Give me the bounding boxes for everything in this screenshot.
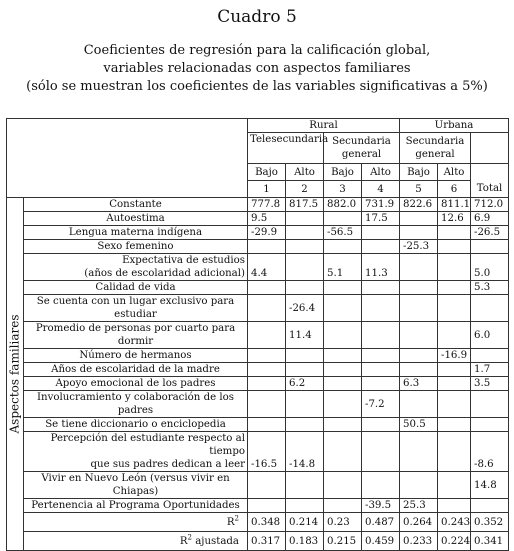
value-cell: -25.3 xyxy=(400,240,438,254)
value-cell xyxy=(438,499,471,513)
row-label: Lengua materna indígena xyxy=(24,226,248,240)
table-row xyxy=(7,240,509,254)
value-cell: 1.7 xyxy=(471,363,509,377)
stat-value-cell: 0.352 xyxy=(471,513,509,532)
stat-label-suffix: ajustada xyxy=(191,535,239,547)
value-cell: 14.8 xyxy=(471,472,509,499)
value-cell xyxy=(286,226,324,240)
row-label: Constante xyxy=(24,198,248,212)
value-cell xyxy=(471,499,509,513)
value-cell xyxy=(438,240,471,254)
stat-label-text: R xyxy=(226,516,235,528)
stat-value-cell: 0.215 xyxy=(324,532,362,551)
row-label: Años de escolaridad de la madre xyxy=(24,363,248,377)
value-cell xyxy=(286,212,324,226)
table-row xyxy=(7,295,509,322)
table-row xyxy=(7,226,509,240)
value-cell xyxy=(438,322,471,349)
header-corner xyxy=(7,119,248,198)
value-cell: 882.0 xyxy=(324,198,362,212)
table-row xyxy=(7,418,509,432)
value-cell xyxy=(400,391,438,418)
value-cell xyxy=(438,377,471,391)
value-cell xyxy=(286,363,324,377)
value-cell: 811.1 xyxy=(438,198,471,212)
value-cell: -56.5 xyxy=(324,226,362,240)
value-cell xyxy=(248,363,286,377)
value-cell xyxy=(324,295,362,322)
stat-value-cell: 0.214 xyxy=(286,513,324,532)
stat-value-cell: 0.264 xyxy=(400,513,438,532)
header-total: Total xyxy=(471,181,509,198)
value-cell xyxy=(324,212,362,226)
table-row xyxy=(7,377,509,391)
value-cell xyxy=(362,432,400,472)
value-cell: 9.5 xyxy=(248,212,286,226)
stat-label-sup: 2 xyxy=(187,533,192,542)
stat-label-text: R xyxy=(179,535,188,547)
value-cell: 5.0 xyxy=(471,254,509,281)
value-cell: 25.3 xyxy=(400,499,438,513)
column-number: 1 xyxy=(248,181,286,198)
value-cell xyxy=(248,391,286,418)
value-cell xyxy=(362,295,400,322)
page xyxy=(0,6,514,547)
value-cell: 6.9 xyxy=(471,212,509,226)
value-cell: -14.8 xyxy=(286,432,324,472)
value-cell: -16.9 xyxy=(438,349,471,363)
table-row xyxy=(7,212,509,226)
stat-label-sup: 2 xyxy=(234,514,239,523)
row-label: Número de hermanos xyxy=(24,349,248,363)
value-cell xyxy=(324,349,362,363)
stat-value-cell: 0.183 xyxy=(286,532,324,551)
row-label: Vivir en Nuevo León (versus vivir en Chiapas) xyxy=(24,472,248,499)
row-label: Involucramiento y colaboración de los padres xyxy=(24,391,248,418)
value-cell xyxy=(438,281,471,295)
value-cell: -39.5 xyxy=(362,499,400,513)
value-cell xyxy=(324,322,362,349)
row-label: Se tiene diccionario o enciclopedia xyxy=(24,418,248,432)
row-label: Sexo femenino xyxy=(24,240,248,254)
value-cell xyxy=(362,363,400,377)
value-cell: 6.3 xyxy=(400,377,438,391)
header-alto: Alto xyxy=(362,164,400,181)
stat-value-cell: 0.459 xyxy=(362,532,400,551)
value-cell xyxy=(286,391,324,418)
value-cell: 5.1 xyxy=(324,254,362,281)
header-bajo: Bajo xyxy=(248,164,286,181)
value-cell xyxy=(438,226,471,240)
value-cell: -26.4 xyxy=(286,295,324,322)
value-cell xyxy=(286,499,324,513)
value-cell xyxy=(248,349,286,363)
value-cell xyxy=(324,418,362,432)
column-number: 3 xyxy=(324,181,362,198)
header-alto: Alto xyxy=(438,164,471,181)
value-cell xyxy=(400,472,438,499)
value-cell: 11.3 xyxy=(362,254,400,281)
header-total-blank xyxy=(471,133,509,164)
row-label xyxy=(24,254,248,281)
value-cell xyxy=(438,254,471,281)
row-label-line: Percepción del estudiante respecto al tiempo xyxy=(50,433,245,457)
stat-value-cell: 0.341 xyxy=(471,532,509,551)
stat-value-cell: 0.243 xyxy=(438,513,471,532)
value-cell: 4.4 xyxy=(248,254,286,281)
value-cell xyxy=(324,363,362,377)
table-number: Cuadro 5 xyxy=(217,7,297,27)
table-row xyxy=(7,432,509,472)
value-cell xyxy=(471,349,509,363)
stat-value-cell: 0.317 xyxy=(248,532,286,551)
value-cell xyxy=(362,377,400,391)
value-cell xyxy=(400,322,438,349)
stat-label xyxy=(24,513,248,532)
header-bajo: Bajo xyxy=(400,164,438,181)
value-cell: 712.0 xyxy=(471,198,509,212)
stat-value-cell: 0.23 xyxy=(324,513,362,532)
row-label: Pertenencia al Programa Oportunidades xyxy=(24,499,248,513)
value-cell xyxy=(400,281,438,295)
value-cell xyxy=(286,254,324,281)
row-label: Calidad de vida xyxy=(24,281,248,295)
value-cell: 17.5 xyxy=(362,212,400,226)
value-cell xyxy=(362,418,400,432)
table-caption xyxy=(0,42,514,96)
row-label-line: Expectativa de estudios xyxy=(122,255,245,266)
value-cell xyxy=(400,254,438,281)
value-cell xyxy=(438,295,471,322)
row-label-line: (años de escolaridad adicional) xyxy=(84,268,245,279)
value-cell xyxy=(324,472,362,499)
value-cell xyxy=(286,349,324,363)
value-cell: 12.6 xyxy=(438,212,471,226)
value-cell xyxy=(438,418,471,432)
value-cell xyxy=(248,499,286,513)
table-row xyxy=(7,363,509,377)
value-cell xyxy=(400,432,438,472)
value-cell xyxy=(362,322,400,349)
header-urbana: Urbana xyxy=(400,119,509,133)
value-cell xyxy=(248,295,286,322)
value-cell: 817.5 xyxy=(286,198,324,212)
caption-line: variables relacionadas con aspectos familiares xyxy=(103,61,411,76)
value-cell xyxy=(324,281,362,295)
value-cell xyxy=(362,472,400,499)
table-row xyxy=(7,254,509,281)
table-row xyxy=(7,281,509,295)
side-label-cell xyxy=(7,198,24,551)
header-bajo: Bajo xyxy=(324,164,362,181)
value-cell xyxy=(286,472,324,499)
row-label: Se cuenta con un lugar exclusivo para estudiar xyxy=(24,295,248,322)
value-cell xyxy=(438,363,471,377)
value-cell xyxy=(362,240,400,254)
value-cell xyxy=(362,349,400,363)
row-label xyxy=(24,432,248,472)
value-cell xyxy=(362,281,400,295)
value-cell xyxy=(471,391,509,418)
header-total-blank xyxy=(471,164,509,181)
value-cell: 731.9 xyxy=(362,198,400,212)
header-secundaria-general-urbana: Secundaria general xyxy=(400,133,471,164)
value-cell xyxy=(248,281,286,295)
column-number: 5 xyxy=(400,181,438,198)
value-cell xyxy=(400,212,438,226)
stat-value-cell: 0.224 xyxy=(438,532,471,551)
value-cell xyxy=(324,499,362,513)
value-cell: 777.8 xyxy=(248,198,286,212)
row-label-line: que sus padres dedican a leer xyxy=(90,459,245,470)
header-alto: Alto xyxy=(286,164,324,181)
value-cell xyxy=(471,418,509,432)
value-cell xyxy=(400,349,438,363)
value-cell: 50.5 xyxy=(400,418,438,432)
value-cell xyxy=(248,377,286,391)
value-cell xyxy=(400,295,438,322)
value-cell xyxy=(324,432,362,472)
row-label: Autoestima xyxy=(24,212,248,226)
value-cell: -26.5 xyxy=(471,226,509,240)
header-rural: Rural xyxy=(248,119,400,133)
stat-row xyxy=(7,513,509,532)
stat-label xyxy=(24,532,248,551)
column-number: 4 xyxy=(362,181,400,198)
value-cell xyxy=(324,377,362,391)
value-cell xyxy=(286,418,324,432)
value-cell: 3.5 xyxy=(471,377,509,391)
value-cell xyxy=(324,391,362,418)
column-number: 2 xyxy=(286,181,324,198)
value-cell xyxy=(248,418,286,432)
value-cell xyxy=(248,240,286,254)
value-cell xyxy=(362,226,400,240)
value-cell xyxy=(286,240,324,254)
table-row xyxy=(7,472,509,499)
value-cell xyxy=(286,281,324,295)
row-label: Apoyo emocional de los padres xyxy=(24,377,248,391)
column-number: 6 xyxy=(438,181,471,198)
value-cell: 11.4 xyxy=(286,322,324,349)
value-cell xyxy=(438,472,471,499)
value-cell: 6.0 xyxy=(471,322,509,349)
value-cell xyxy=(400,226,438,240)
caption-line: Coeficientes de regresión para la calificación global, xyxy=(83,43,431,58)
table-row xyxy=(7,198,509,212)
value-cell xyxy=(471,240,509,254)
value-cell: -7.2 xyxy=(362,391,400,418)
regression-table xyxy=(6,118,509,551)
value-cell xyxy=(438,391,471,418)
header-secundaria-general-rural: Secundaria general xyxy=(324,133,400,164)
value-cell: 5.3 xyxy=(471,281,509,295)
stat-row xyxy=(7,532,509,551)
row-label: Promedio de personas por cuarto para dormir xyxy=(24,322,248,349)
value-cell xyxy=(248,322,286,349)
value-cell: -29.9 xyxy=(248,226,286,240)
value-cell xyxy=(324,240,362,254)
table-row xyxy=(7,499,509,513)
value-cell: -16.5 xyxy=(248,432,286,472)
stat-value-cell: 0.348 xyxy=(248,513,286,532)
stat-value-cell: 0.233 xyxy=(400,532,438,551)
table-row xyxy=(7,349,509,363)
value-cell xyxy=(248,472,286,499)
stat-value-cell: 0.487 xyxy=(362,513,400,532)
table-row xyxy=(7,322,509,349)
side-label: Aspectos familiares xyxy=(7,314,22,434)
table-row xyxy=(7,391,509,418)
value-cell: 6.2 xyxy=(286,377,324,391)
value-cell: 822.6 xyxy=(400,198,438,212)
value-cell xyxy=(438,432,471,472)
header-telesecundaria: Telesecundaria xyxy=(248,133,324,164)
caption-line: (sólo se muestran los coeficientes de las variables significativas a 5%) xyxy=(26,79,488,94)
value-cell xyxy=(400,363,438,377)
value-cell xyxy=(471,295,509,322)
value-cell: -8.6 xyxy=(471,432,509,472)
